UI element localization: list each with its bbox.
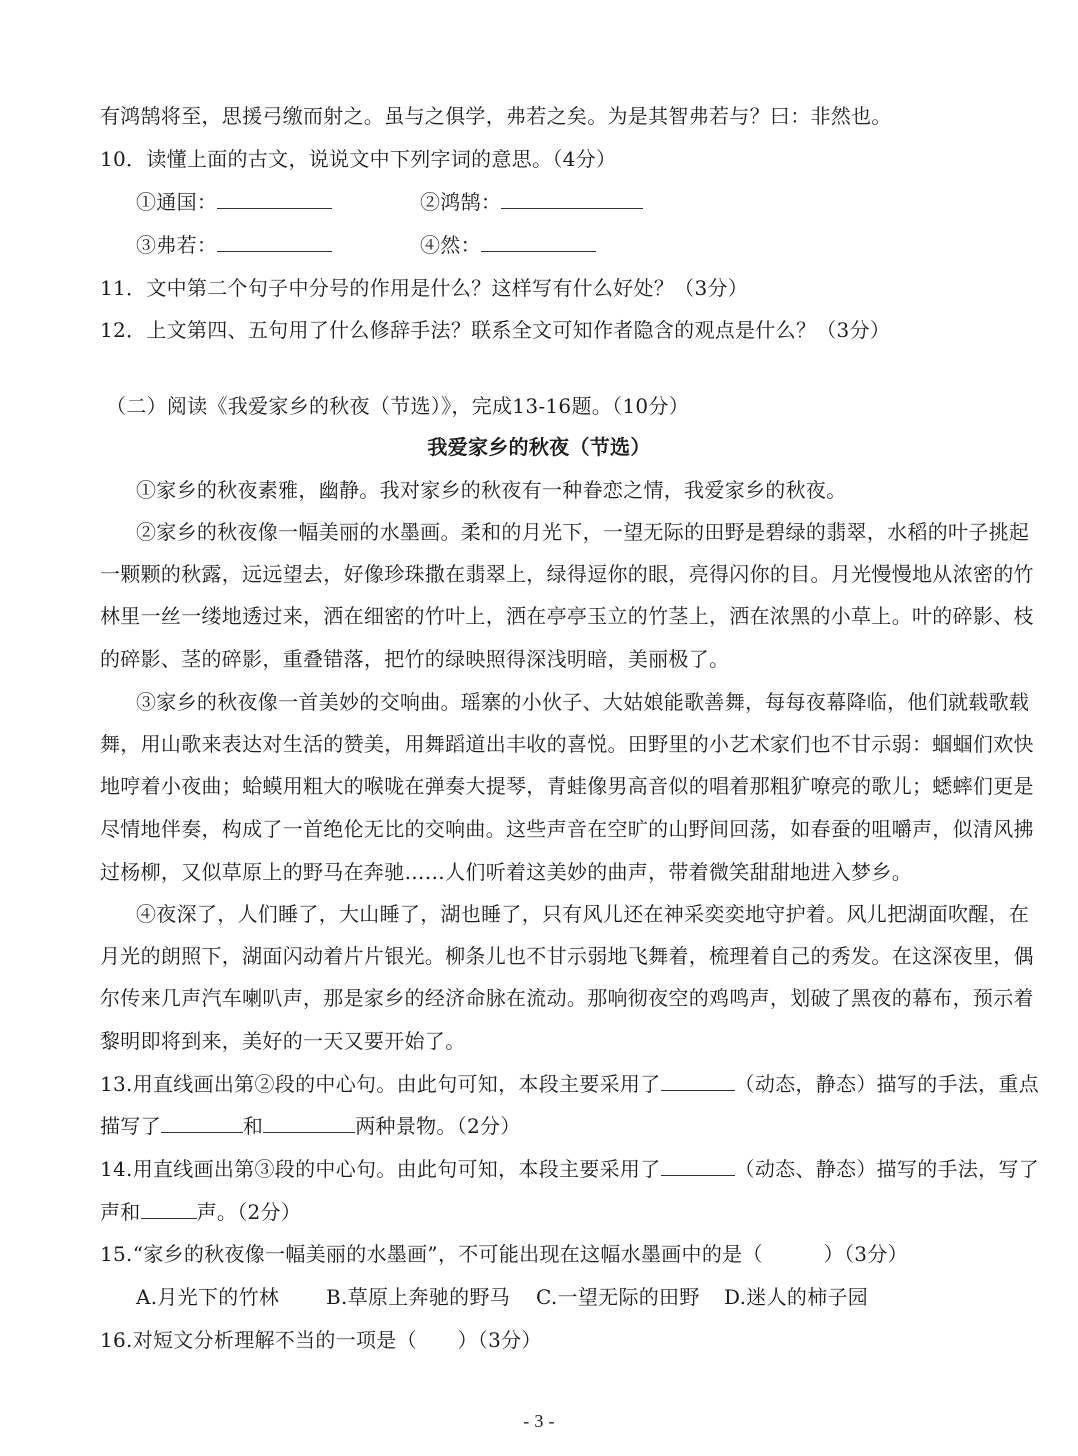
q14-line-2: 声和 声。（2分） <box>100 1200 302 1224</box>
paragraph-2-line: 的碎影、茎的碎影，重叠错落，把竹的绿映照得深浅明暗，美丽极了。 <box>100 647 730 671</box>
q15-option-a[interactable]: A.月光下的竹林 <box>136 1285 280 1309</box>
answer-blank[interactable] <box>481 233 596 252</box>
paragraph-4-line: ④夜深了，人们睡了，大山睡了，湖也睡了，只有风儿还在神采奕奕地守护着。风儿把湖面吹醒，在 <box>136 902 1030 926</box>
q15-option-b[interactable]: B.草原上奔驰的野马 <box>326 1285 511 1309</box>
paragraph-3-line: 地哼着小夜曲；蛤蟆用粗大的喉咙在弹奏大提琴，青蛙像男高音似的唱着那粗犷嘹亮的歌儿；蟋蟀们更是 <box>100 774 1034 798</box>
answer-blank[interactable] <box>661 1157 735 1176</box>
q10-item-4: ④然： <box>420 229 596 258</box>
q15-option-d[interactable]: D.迷人的柿子园 <box>724 1285 869 1309</box>
answer-blank[interactable] <box>141 1200 197 1219</box>
q13-line-2: 描写了 和 两种景物。（2分） <box>100 1114 521 1138</box>
paragraph-1: ①家乡的秋夜素雅，幽静。我对家乡的秋夜有一种眷恋之情，我爱家乡的秋夜。 <box>136 478 847 502</box>
q15-stem: 15.“家乡的秋夜像一幅美丽的水墨画”，不可能出现在这幅水墨画中的是（ ）（3分） <box>100 1242 908 1266</box>
page-number: - 3 - <box>523 1411 555 1431</box>
answer-blank[interactable] <box>161 1114 243 1133</box>
answer-blank[interactable] <box>263 1114 355 1133</box>
paragraph-4-line: 黎明即将到来，美好的一天又要开始了。 <box>100 1029 466 1053</box>
q16-stem: 16.对短文分析理解不当的一项是（ ）（3分） <box>100 1328 542 1352</box>
paragraph-2-line: 一颗颗的秋露，远远望去，好像珍珠撒在翡翠上，绿得逗你的眼，亮得闪你的目。月光慢慢地从浓密的竹 <box>100 562 1034 586</box>
paragraph-3-line: 舞，用山歌来表达对生活的赞美，用舞蹈道出丰收的喜悦。田野里的小艺术家们也不甘示弱：蝈蝈们欢快 <box>100 732 1034 756</box>
paragraph-3-line: 过杨柳，又似草原上的野马在奔驰……人们听着这美妙的曲声，带着微笑甜甜地进入梦乡。 <box>100 860 912 884</box>
q11: 11．文中第二个句子中分号的作用是什么？这样写有什么好处？（3分） <box>100 276 749 300</box>
q10-item-2: ②鸿鹄： <box>420 186 643 215</box>
paragraph-2-line: 林里一丝一缕地透过来，洒在细密的竹叶上，洒在亭亭玉立的竹茎上，洒在浓黑的小草上。叶的碎影、枝 <box>100 604 1034 628</box>
passage1-tail: 有鸿鹄将至，思援弓缴而射之。虽与之俱学，弗若之矣。为是其智弗若与？曰：非然也。 <box>100 104 892 128</box>
answer-blank[interactable] <box>661 1072 735 1091</box>
paragraph-4-line: 月光的朗照下，湖面闪动着片片银光。柳条儿也不甘示弱地飞舞着，梳理着自己的秀发。在这深夜里，偶 <box>100 944 1034 968</box>
answer-blank[interactable] <box>217 190 332 209</box>
q12: 12．上文第四、五句用了什么修辞手法？联系全文可知作者隐含的观点是什么？（3分） <box>100 318 891 342</box>
passage2-title: 我爱家乡的秋夜（节选） <box>427 435 651 459</box>
answer-blank[interactable] <box>217 233 332 252</box>
paragraph-3-line: ③家乡的秋夜像一首美妙的交响曲。瑶寨的小伙子、大姑娘能歌善舞，每每夜幕降临，他们就载歌载 <box>136 690 1030 714</box>
section2-intro: （二）阅读《我爱家乡的秋夜（节选）》，完成13-16题。（10分） <box>106 394 690 418</box>
q10-item-3: ③弗若： <box>136 229 332 258</box>
q10-stem: 10．读懂上面的古文，说说文中下列字词的意思。（4分） <box>100 147 617 171</box>
paragraph-3-line: 尽情地伴奏，构成了一首绝伦无比的交响曲。这些声音在空旷的山野间回荡，如春蚕的咀嚼声，似清风拂 <box>100 817 1034 841</box>
paragraph-4-line: 尔传来几声汽车喇叭声，那是家乡的经济命脉在流动。那响彻夜空的鸡鸣声，划破了黑夜的幕布，预示着 <box>100 986 1034 1010</box>
answer-blank[interactable] <box>501 190 643 209</box>
paragraph-2-line: ②家乡的秋夜像一幅美丽的水墨画。柔和的月光下，一望无际的田野是碧绿的翡翠，水稻的叶子挑起 <box>136 520 1030 544</box>
q13-line-1: 13.用直线画出第②段的中心句。由此句可知，本段主要采用了 （动态，静态）描写的手法，重点 <box>100 1072 1040 1096</box>
q10-item-1: ①通国： <box>136 186 332 215</box>
q14-line-1: 14.用直线画出第③段的中心句。由此句可知，本段主要采用了 （动态、静态）描写的手法，写了 <box>100 1157 1040 1181</box>
q15-option-c[interactable]: C.一望无际的田野 <box>536 1285 700 1309</box>
